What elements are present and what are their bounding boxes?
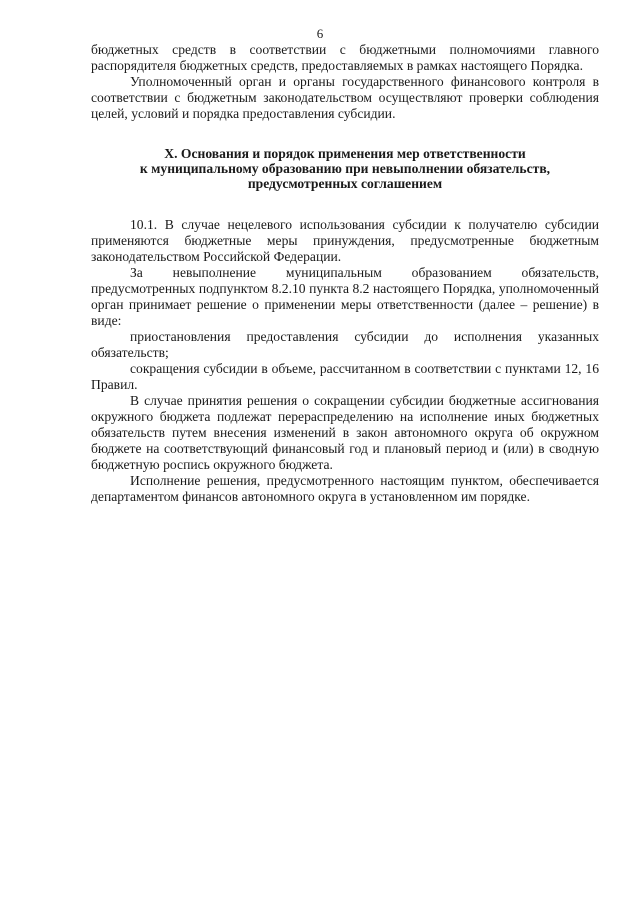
- page-number: 6: [316, 26, 324, 41]
- paragraph-execution: Исполнение решения, предусмотренного настоящим пунктом, обеспечивается департаментом финансов автономного округа в установленном им порядке.: [91, 473, 599, 504]
- section-heading-line-3: предусмотренных соглашением: [247, 176, 443, 191]
- paragraph-non-fulfilment: За невыполнение муниципальным образованием обязательств, предусмотренных подпунктом 8.2.10 пункта 8.2 настоящего Порядка, уполномоченный орган принимает решение о применении меры ответственности (далее – решение) в виде:: [91, 265, 599, 328]
- section-heading-line-1: X. Основания и порядок применения мер ответственности: [164, 146, 526, 161]
- paragraph-continuation: бюджетных средств в соответствии с бюджетными полномочиями главного распорядителя бюджетных средств, предоставляемых в рамках настоящего Порядка.: [91, 42, 599, 73]
- paragraph-control-bodies: Уполномоченный орган и органы государственного финансового контроля в соответствии с бюджетным законодательством осуществляют проверки соблюдения целей, условий и порядка предоставления субсидии.: [91, 74, 599, 121]
- section-heading-line-2: к муниципальному образованию при невыполнении обязательств,: [139, 161, 551, 176]
- paragraph-10-1: 10.1. В случае нецелевого использования субсидии к получателю субсидии применяются бюджетные меры принуждения, предусмотренные бюджетным законодательством Российской Федерации.: [91, 217, 599, 264]
- paragraph-suspension: приостановления предоставления субсидии до исполнения указанных обязательств;: [91, 329, 599, 360]
- paragraph-reallocation: В случае принятия решения о сокращении субсидии бюджетные ассигнования окружного бюджета подлежат перераспределению на исполнение иных бюджетных обязательств путем внесения изменений в закон автономного округа об окружном бюджете на соответствующий финансовый год и плановый период и (или) в сводную бюджетную роспись окружного бюджета.: [91, 393, 599, 472]
- document-body: [91, 42, 599, 505]
- section-heading: [91, 146, 599, 191]
- paragraph-reduction: сокращения субсидии в объеме, рассчитанном в соответствии с пунктами 12, 16 Правил.: [91, 361, 599, 392]
